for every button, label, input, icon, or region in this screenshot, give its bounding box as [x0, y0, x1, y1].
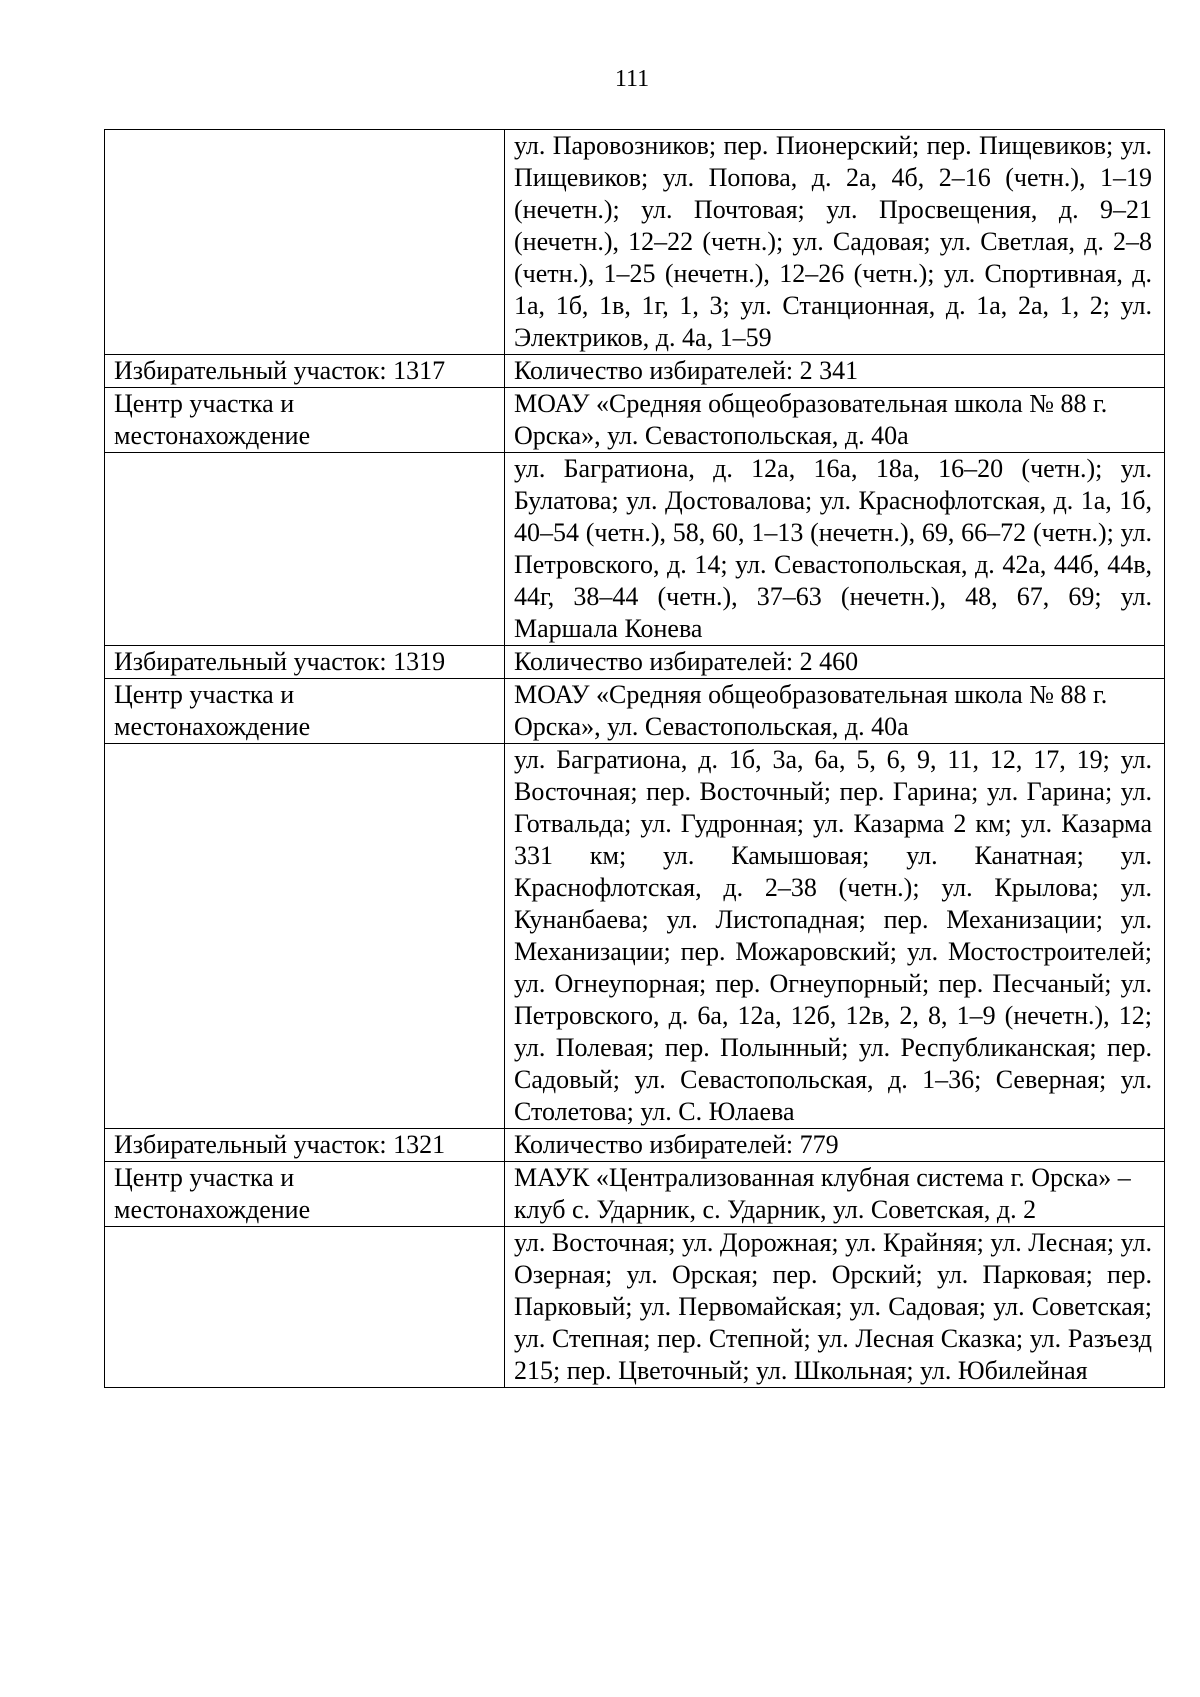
table-row [105, 679, 1165, 744]
precinct-center-label: Центр участка и местонахождение [105, 1162, 505, 1227]
row-label [105, 130, 505, 355]
precinct-center-location: МОАУ «Средняя общеобразовательная школа № 88 г. Орска», ул. Севастопольская, д. 40а [505, 679, 1165, 744]
street-list: ул. Багратиона, д. 1б, 3а, 6а, 5, 6, 9, 11, 12, 17, 19; ул. Восточная; пер. Восточный; пер. Гарина; ул. Гарина; ул. Готвальда; ул. Гудронная; ул. Казарма 2 км; ул. Казарма 331 км; ул. Камышовая; ул. Канатная; ул. Краснофлотская, д. 2–38 (четн.); ул. Крылова; ул. Кунанбаева; ул. Листопадная; пер. Механизации; ул. Механизации; пер. Можаровский; ул. Мостостроителей; ул. Огнеупорная; пер. Огнеупорный; пер. Песчаный; ул. Петровского, д. 6а, 12а, 12б, 12в, 2, 8, 1–9 (нечетн.), 12; ул. Полевая; пер. Полынный; ул. Республиканская; пер. Садовый; ул. Севастопольская, д. 1–36; Северная; ул. Столетова; ул. С. Юлаева [505, 744, 1165, 1129]
precinct-center-label: Центр участка и местонахождение [105, 388, 505, 453]
street-list: ул. Паровозников; пер. Пионерский; пер. Пищевиков; ул. Пищевиков; ул. Попова, д. 2а, 4б, 2–16 (четн.), 1–19 (нечетн.); ул. Почтовая; ул. Просвещения, д. 9–21 (нечетн.), 12–22 (четн.); ул. Садовая; ул. Светлая, д. 2–8 (четн.), 1–25 (нечетн.), 12–26 (четн.); ул. Спортивная, д. 1а, 1б, 1в, 1г, 1, 3; ул. Станционная, д. 1а, 2а, 1, 2; ул. Электриков, д. 4а, 1–59 [505, 130, 1165, 355]
precinct-center-location: МАУК «Централизованная клубная система г. Орска» – клуб с. Ударник, с. Ударник, ул. Советская, д. 2 [505, 1162, 1165, 1227]
precinct-table [104, 129, 1165, 1388]
precinct-center-location: МОАУ «Средняя общеобразовательная школа № 88 г. Орска», ул. Севастопольская, д. 40а [505, 388, 1165, 453]
row-label [105, 744, 505, 1129]
street-list: ул. Багратиона, д. 12а, 16а, 18а, 16–20 (четн.); ул. Булатова; ул. Достовалова; ул. Краснофлотская, д. 1а, 1б, 40–54 (четн.), 58, 60, 1–13 (нечетн.), 69, 66–72 (четн.); ул. Петровского, д. 14; ул. Севастопольская, д. 42а, 44б, 44в, 44г, 38–44 (четн.), 37–63 (нечетн.), 48, 67, 69; ул. Маршала Конева [505, 453, 1165, 646]
precinct-number: Избирательный участок: 1317 [105, 355, 505, 388]
row-label [105, 453, 505, 646]
precinct-number: Избирательный участок: 1321 [105, 1129, 505, 1162]
voter-count: Количество избирателей: 779 [505, 1129, 1165, 1162]
table-row [105, 453, 1165, 646]
table-row [105, 646, 1165, 679]
table-row [105, 1227, 1165, 1388]
page-number: 111 [614, 66, 650, 92]
row-label [105, 1227, 505, 1388]
street-list: ул. Восточная; ул. Дорожная; ул. Крайняя; ул. Лесная; ул. Озерная; ул. Орская; пер. Орский; ул. Парковая; пер. Парковый; ул. Первомайская; ул. Садовая; ул. Советская; ул. Степная; пер. Степной; ул. Лесная Сказка; ул. Разъезд 215; пер. Цветочный; ул. Школьная; ул. Юбилейная [505, 1227, 1165, 1388]
voter-count: Количество избирателей: 2 460 [505, 646, 1165, 679]
precinct-number: Избирательный участок: 1319 [105, 646, 505, 679]
voter-count: Количество избирателей: 2 341 [505, 355, 1165, 388]
table-row [105, 355, 1165, 388]
table-row [105, 1129, 1165, 1162]
table-row [105, 130, 1165, 355]
table-row [105, 744, 1165, 1129]
table-row [105, 388, 1165, 453]
table-row [105, 1162, 1165, 1227]
precinct-center-label: Центр участка и местонахождение [105, 679, 505, 744]
